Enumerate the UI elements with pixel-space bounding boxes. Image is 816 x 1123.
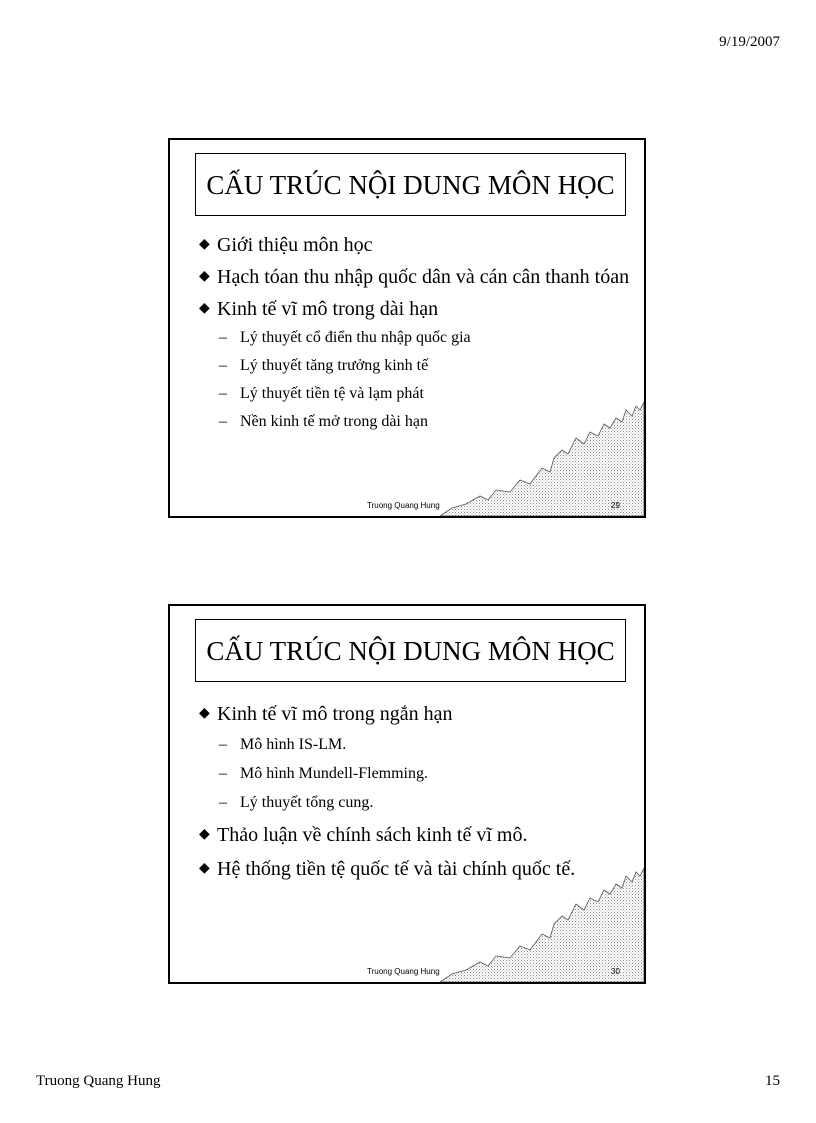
- slide-number: 29: [611, 501, 620, 510]
- sub-bullet-item: [219, 384, 634, 404]
- sub-bullet-text: Nền kinh tế mở trong dài hạn: [240, 413, 428, 430]
- sub-bullet-text: Lý thuyết cổ điển thu nhập quốc gia: [240, 329, 471, 346]
- diamond-bullet-icon: ◆: [199, 827, 210, 842]
- page-number: 15: [765, 1073, 780, 1089]
- sub-bullet-text: Lý thuyết tiền tệ và lạm phát: [240, 385, 424, 402]
- bullet-text: Kinh tế vĩ mô trong ngắn hạn: [217, 703, 453, 725]
- dash-bullet-icon: –: [219, 794, 227, 811]
- diamond-bullet-icon: ◆: [199, 301, 210, 316]
- slide-footer-author: Truong Quang Hung: [367, 501, 440, 510]
- page-footer-author: Truong Quang Hung: [36, 1073, 161, 1089]
- diamond-bullet-icon: ◆: [199, 861, 210, 876]
- diamond-bullet-icon: ◆: [199, 269, 210, 284]
- bullet-item: [199, 296, 634, 322]
- sub-bullet-item: [219, 328, 634, 348]
- dash-bullet-icon: –: [219, 413, 227, 430]
- slide-30: [168, 604, 646, 984]
- bullet-item: [199, 822, 634, 848]
- bullet-text: Giới thiệu môn học: [217, 234, 373, 256]
- dash-bullet-icon: –: [219, 357, 227, 374]
- dash-bullet-icon: –: [219, 765, 227, 782]
- bullet-item: [199, 264, 634, 290]
- sub-bullet-item: [219, 793, 634, 813]
- sub-bullet-item: [219, 412, 634, 432]
- sub-bullet-text: Mô hình Mundell-Flemming.: [240, 765, 428, 782]
- slide-title: CẤU TRÚC NỘI DUNG MÔN HỌC: [195, 619, 626, 682]
- sub-bullet-item: [219, 356, 634, 376]
- dash-bullet-icon: –: [219, 329, 227, 346]
- sub-bullet-text: Mô hình IS-LM.: [240, 736, 347, 753]
- slide-content: [199, 232, 634, 440]
- bullet-text: Kinh tế vĩ mô trong dài hạn: [217, 298, 439, 320]
- page-date: 9/19/2007: [719, 34, 780, 50]
- diamond-bullet-icon: ◆: [199, 706, 210, 721]
- bullet-item: [199, 232, 634, 258]
- sub-bullet-item: [219, 764, 634, 784]
- dash-bullet-icon: –: [219, 736, 227, 753]
- slide-29: [168, 138, 646, 518]
- bullet-item: [199, 701, 634, 727]
- slide-title: CẤU TRÚC NỘI DUNG MÔN HỌC: [195, 153, 626, 216]
- bullet-text: Thảo luận về chính sách kinh tế vĩ mô.: [217, 824, 528, 846]
- sub-bullet-item: [219, 735, 634, 755]
- slide-footer-author: Truong Quang Hung: [367, 967, 440, 976]
- sub-bullet-text: Lý thuyết tăng trưởng kinh tế: [240, 357, 429, 374]
- slide-number: 30: [611, 967, 620, 976]
- diamond-bullet-icon: ◆: [199, 237, 210, 252]
- sub-bullet-text: Lý thuyết tổng cung.: [240, 794, 374, 811]
- bullet-text: Hạch tóan thu nhập quốc dân và cán cân thanh tóan: [217, 266, 630, 288]
- bullet-item: [199, 856, 634, 882]
- slide-content: [199, 701, 634, 890]
- dash-bullet-icon: –: [219, 385, 227, 402]
- bullet-text: Hệ thống tiền tệ quốc tế và tài chính quốc tế.: [217, 858, 576, 880]
